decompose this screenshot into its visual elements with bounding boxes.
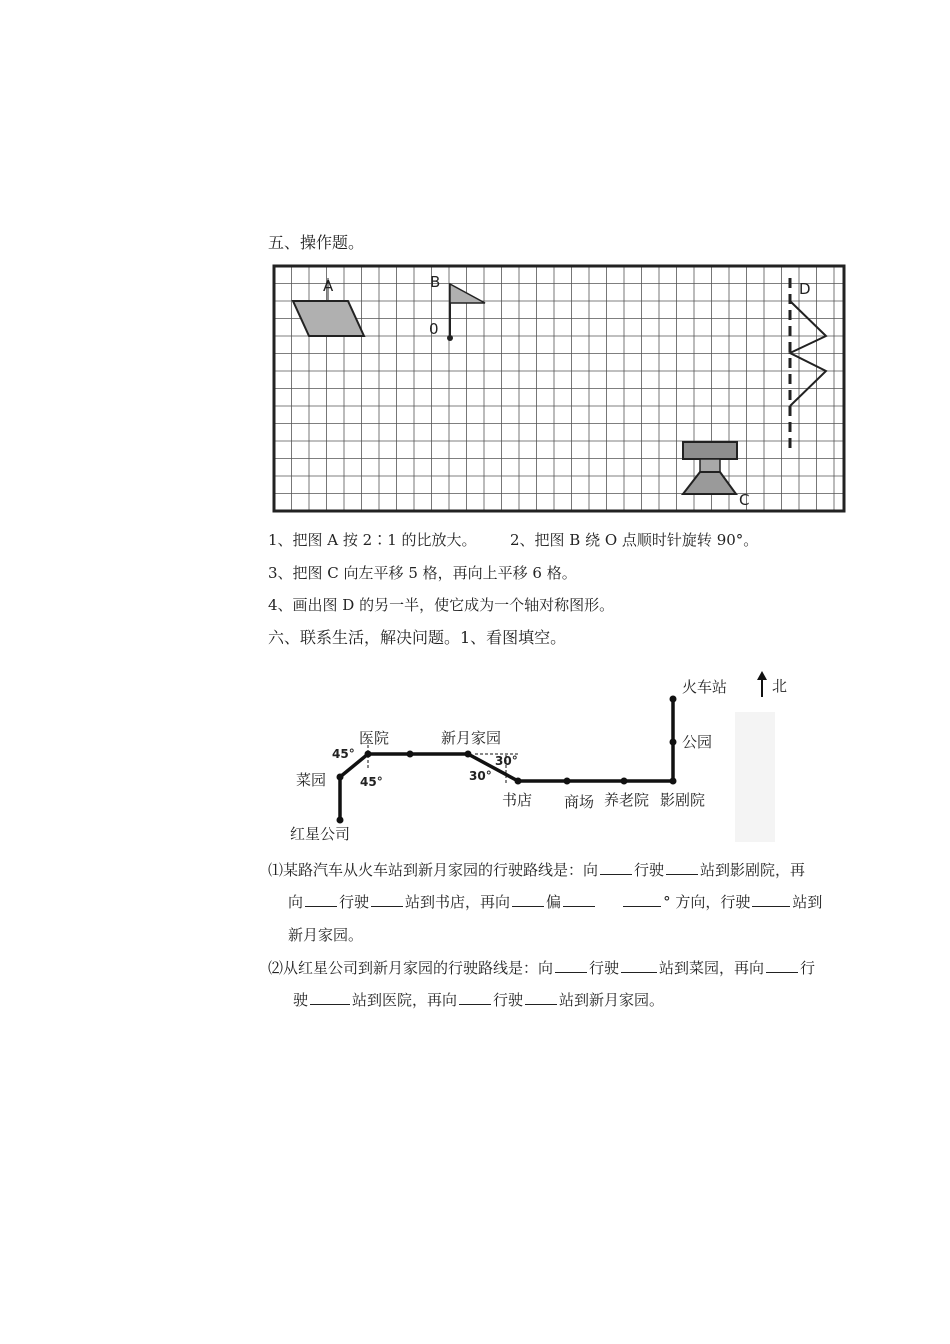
- question-4: 4、画出图 D 的另一半，使它成为一个轴对称图形。: [268, 596, 615, 614]
- answer-blank[interactable]: [555, 958, 587, 973]
- label-mall: 商场: [564, 793, 595, 811]
- section5-title: 五、操作题。: [268, 233, 365, 252]
- point-o: [447, 335, 453, 341]
- question-1: 1、把图 A 按 2∶1 的比放大。: [268, 531, 477, 549]
- problem-1-text-c: 站到影剧院，再: [700, 861, 806, 879]
- label-nursing-home: 养老院: [604, 791, 650, 809]
- route-map: [270, 665, 810, 845]
- label-b: B: [430, 273, 441, 291]
- answer-blank[interactable]: [666, 860, 698, 875]
- answer-blank[interactable]: [459, 990, 491, 1005]
- label-c: C: [739, 491, 750, 509]
- stop-park: [670, 739, 677, 746]
- stop-midway: [407, 751, 414, 758]
- answer-blank[interactable]: [512, 892, 544, 907]
- section6-title: 六、联系生活，解决问题。1、看图填空。: [268, 628, 567, 647]
- problem-2-text-e: 驶: [293, 991, 309, 1009]
- answer-blank[interactable]: [371, 892, 403, 907]
- figure-b-flag: [450, 284, 485, 303]
- problem-1-line-2: [288, 892, 822, 912]
- problem-1-text-a: ⑴某路汽车从火车站到新月家园的行驶路线是：向: [268, 861, 599, 879]
- label-hongxing: 红星公司: [290, 825, 351, 843]
- angle-45-bottom: 45°: [360, 775, 383, 789]
- angle-30-top: 30°: [495, 754, 518, 768]
- problem-1-text-h: ° 方向，行驶: [663, 893, 751, 911]
- problem-2-line-1: [268, 958, 815, 978]
- problem-2-text-h: 站到新月家园。: [559, 991, 665, 1009]
- problem-2-text-d: 行: [800, 959, 816, 977]
- answer-blank[interactable]: [525, 990, 557, 1005]
- problem-2-line-2: [293, 990, 664, 1010]
- stop-nursing-home: [621, 778, 628, 785]
- problem-1-text-g: 偏: [546, 893, 562, 911]
- angle-30-bottom: 30°: [469, 769, 492, 783]
- problem-2-text-b: 行驶: [589, 959, 620, 977]
- label-bookstore: 书店: [502, 791, 533, 809]
- answer-blank[interactable]: [766, 958, 798, 973]
- stop-theater: [670, 778, 677, 785]
- answer-blank[interactable]: [623, 892, 661, 907]
- label-d: D: [799, 280, 811, 298]
- grid-lines: [274, 266, 844, 511]
- problem-2-text-a: ⑵从红星公司到新月家园的行驶路线是：向: [268, 959, 554, 977]
- problem-2-text-g: 行驶: [493, 991, 524, 1009]
- label-a: A: [323, 277, 334, 295]
- label-xinyue: 新月家园: [441, 729, 502, 747]
- stop-hongxing: [337, 817, 344, 824]
- answer-blank[interactable]: [600, 860, 632, 875]
- label-hospital: 医院: [359, 729, 390, 747]
- problem-1-line-1: [268, 860, 805, 880]
- north-label: 北: [772, 677, 788, 695]
- problem-1-text-i: 站到: [792, 893, 823, 911]
- problem-1-text-b: 行驶: [634, 861, 665, 879]
- label-o: 0: [429, 320, 439, 338]
- problem-2-text-f: 站到医院，再向: [352, 991, 458, 1009]
- north-arrow-head: [757, 671, 767, 680]
- problem-2-text-c: 站到菜园，再向: [659, 959, 765, 977]
- grid-figure: [272, 264, 847, 514]
- stop-train-station: [670, 696, 677, 703]
- stop-bookstore: [515, 778, 522, 785]
- figure-c-top: [683, 442, 737, 459]
- figure-c-base: [683, 472, 736, 494]
- problem-1-text-d: 向: [288, 893, 304, 911]
- problem-1-line-3: 新月家园。: [288, 926, 364, 944]
- label-park: 公园: [682, 733, 713, 751]
- stop-mall: [564, 778, 571, 785]
- figure-a-parallelogram: [293, 301, 364, 336]
- question-3: 3、把图 C 向左平移 5 格，再向上平移 6 格。: [268, 564, 577, 582]
- label-vegetable-garden: 菜园: [296, 771, 327, 789]
- map-shade: [735, 712, 775, 842]
- stop-xinyue: [465, 751, 472, 758]
- answer-blank[interactable]: [310, 990, 350, 1005]
- label-train-station: 火车站: [682, 678, 728, 696]
- angle-45-top: 45°: [332, 747, 355, 761]
- answer-blank[interactable]: [563, 892, 595, 907]
- answer-blank[interactable]: [305, 892, 337, 907]
- label-theater: 影剧院: [660, 791, 706, 809]
- problem-1-text-e: 行驶: [339, 893, 370, 911]
- question-2: 2、把图 B 绕 O 点顺时针旋转 90°。: [510, 531, 759, 549]
- figure-c-stem: [700, 459, 720, 472]
- stop-vegetable-garden: [337, 774, 344, 781]
- answer-blank[interactable]: [621, 958, 657, 973]
- answer-blank[interactable]: [752, 892, 790, 907]
- problem-1-text-f: 站到书店，再向: [405, 893, 511, 911]
